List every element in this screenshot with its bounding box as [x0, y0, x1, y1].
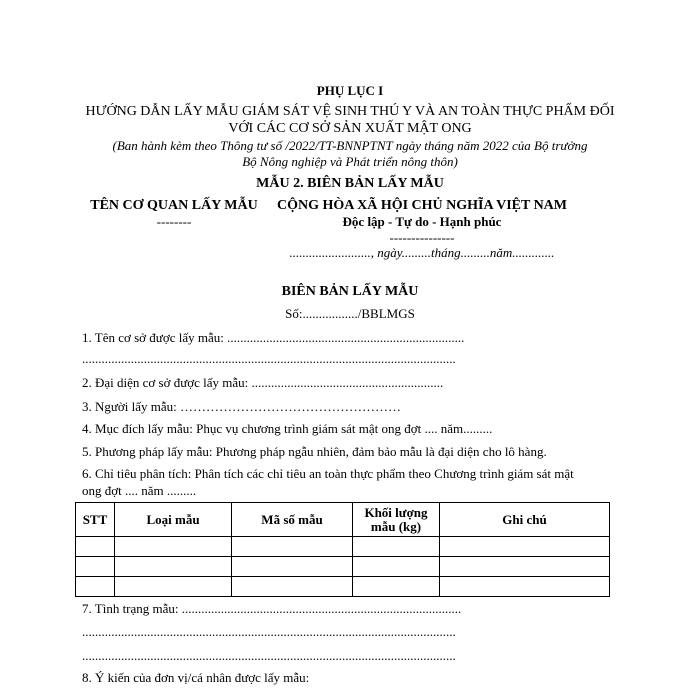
issued-note-line-1: (Ban hành kèm theo Thông tư số /2022/TT-BNNPTNT ngày tháng năm 2022 của Bộ trưởng — [112, 138, 588, 153]
field-sample-condition: 7. Tình trạng mẫu: ...................................................................................... — [82, 601, 462, 616]
table-cell[interactable] — [232, 577, 353, 597]
header-sample-weight: Khối lượng mẫu (kg) — [353, 503, 440, 537]
sample-table — [75, 502, 610, 597]
issued-note-line-2: Bộ Nông nghiệp và Phát triển nông thôn) — [242, 154, 458, 169]
field-analysis-criteria-continued: ong đợt .... năm ......... — [82, 483, 197, 498]
table-header-row — [76, 503, 610, 537]
field-facility-representative: 2. Đại diện cơ sở được lấy mẫu: ........................................................... — [82, 375, 444, 390]
table-cell[interactable] — [440, 537, 610, 557]
table-cell[interactable] — [232, 537, 353, 557]
agency-divider: -------- — [156, 214, 192, 229]
table-cell[interactable] — [115, 557, 232, 577]
field-facility-name-continued: ................................................................................................................... — [82, 351, 456, 366]
table-cell[interactable] — [76, 557, 115, 577]
table-cell[interactable] — [76, 537, 115, 557]
table-cell[interactable] — [115, 537, 232, 557]
field-sample-condition-continued-2: ................................................................................................................... — [82, 648, 456, 663]
report-number: Số:................./BBLMGS — [285, 306, 415, 321]
header-notes: Ghi chú — [440, 503, 610, 537]
guide-title-line-2: VỚI CÁC CƠ SỞ SẢN XUẤT MẬT ONG — [228, 121, 472, 136]
table-row — [76, 537, 610, 557]
field-sampler: 3. Người lấy mẫu: …………………………………………… — [82, 399, 402, 414]
field-sampling-purpose: 4. Mục đích lấy mẫu: Phục vụ chương trình giám sát mật ong đợt .... năm......... — [82, 421, 493, 436]
form-title: MẪU 2. BIÊN BẢN LẤY MẪU — [256, 176, 444, 191]
field-sampling-method: 5. Phương pháp lấy mẫu: Phương pháp ngẫu nhiên, đảm bảo mẫu là đại diện cho lô hàng. — [82, 444, 547, 459]
date-line: ........................., ngày.........tháng.........năm............. — [289, 245, 555, 260]
header-sample-type: Loại mẫu — [115, 503, 232, 537]
field-sampled-party-opinion: 8. Ý kiến của đơn vị/cá nhân được lấy mẫu: — [82, 670, 310, 685]
agency-name: TÊN CƠ QUAN LẤY MẪU — [90, 198, 258, 213]
field-sample-condition-continued-1: ................................................................................................................... — [82, 624, 456, 639]
table-cell[interactable] — [353, 557, 440, 577]
field-facility-name: 1. Tên cơ sở được lấy mẫu: ......................................................................... — [82, 330, 465, 345]
field-analysis-criteria: 6. Chỉ tiêu phân tích: Phân tích các chỉ tiêu an toàn thực phẩm theo Chương trình giám sát mật — [82, 466, 574, 481]
header-stt: STT — [76, 503, 115, 537]
table-cell[interactable] — [440, 557, 610, 577]
table-cell[interactable] — [440, 577, 610, 597]
appendix-title: PHỤ LỤC I — [316, 83, 384, 98]
national-motto: Độc lập - Tự do - Hạnh phúc — [342, 214, 502, 229]
header-sample-code: Mã số mẫu — [232, 503, 353, 537]
guide-title-line-1: HƯỚNG DẪN LẤY MẪU GIÁM SÁT VỆ SINH THÚ Y VÀ AN TOÀN THỰC PHẨM ĐỐI — [85, 104, 615, 119]
motto-divider: --------------- — [389, 230, 455, 245]
table-cell[interactable] — [232, 557, 353, 577]
table-row — [76, 557, 610, 577]
report-title: BIÊN BẢN LẤY MẪU — [281, 284, 419, 299]
table-cell[interactable] — [353, 537, 440, 557]
table-cell[interactable] — [76, 577, 115, 597]
table-cell[interactable] — [353, 577, 440, 597]
table-row — [76, 577, 610, 597]
republic-title: CỘNG HÒA XÃ HỘI CHỦ NGHĨA VIỆT NAM — [276, 198, 567, 213]
table-cell[interactable] — [115, 577, 232, 597]
